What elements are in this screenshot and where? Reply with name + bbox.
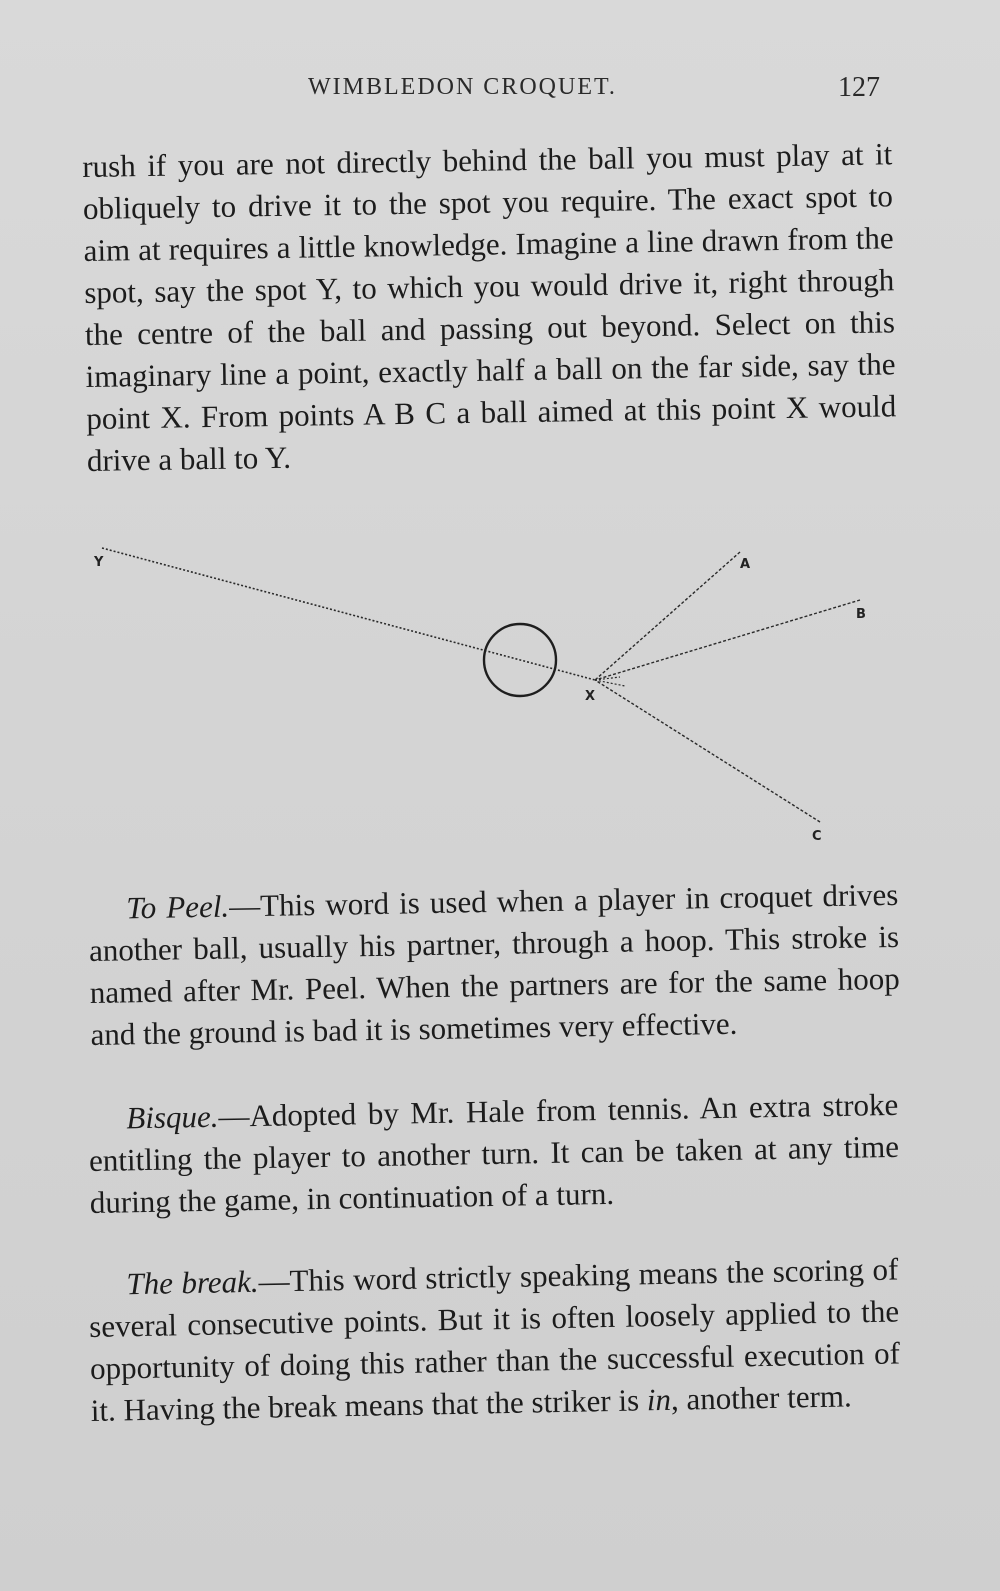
label-x: X (585, 689, 596, 704)
bisque-term: Bisque. (126, 1098, 219, 1136)
label-y: Y (94, 555, 104, 570)
to-peel-text (88, 874, 901, 1056)
line-b-to-x (595, 600, 860, 680)
paragraph-bisque (88, 1084, 900, 1224)
bisque-definition: —Adopted by Mr. Hale from tennis. An extra stroke entitling the player to another turn. It can be taken at any time during the game, in continuation of a turn. (88, 1086, 900, 1220)
running-title: WIMBLEDON CROQUET. (308, 74, 617, 100)
line-y-to-x (102, 548, 595, 680)
line-a-to-x (595, 552, 740, 680)
the-break-term: The break. (126, 1263, 259, 1302)
to-peel-term: To Peel. (126, 888, 230, 926)
the-break-definition: —This word strictly speaking means the scoring of several consecutive points. But it is often loosely applied to the opportunity of doing this rather than the successful execution of it. Having the break means that the striker is (88, 1251, 901, 1428)
line-c-to-x (595, 680, 820, 822)
paragraph-rush-text: rush if you are not directly behind the ball you must play at it obliquely to drive it to the spot you require. The exact spot to aim at requires a little knowledge. Imagine a line drawn from the spot, say the spot Y, to which you would drive it, right through the centre of the ball and passing out beyond. Select on this imaginary line a point, exactly half a ball on the far side, say the point X. From points A B C a ball aimed at this point X would drive a ball to Y. (82, 136, 897, 478)
running-head (0, 72, 1000, 112)
to-peel-definition: —This word is used when a player in croquet drives another ball, usually his partner, through a hoop. This stroke is named after Mr. Peel. When the partners are for the same hoop and the ground is bad it is sometimes very effective. (88, 876, 901, 1052)
label-b: B (856, 607, 866, 622)
croquet-stroke-diagram (80, 540, 900, 860)
paragraph-the-break (88, 1248, 901, 1432)
bisque-text (88, 1084, 900, 1224)
the-break-definition-end: , another term. (670, 1378, 853, 1417)
the-break-text (88, 1248, 901, 1432)
label-c: C (812, 829, 822, 844)
paragraph-rush (82, 133, 897, 482)
label-a: A (740, 557, 751, 572)
paragraph-to-peel (88, 874, 901, 1056)
the-break-emphasis: in (646, 1381, 672, 1418)
page-number: 127 (838, 72, 880, 103)
